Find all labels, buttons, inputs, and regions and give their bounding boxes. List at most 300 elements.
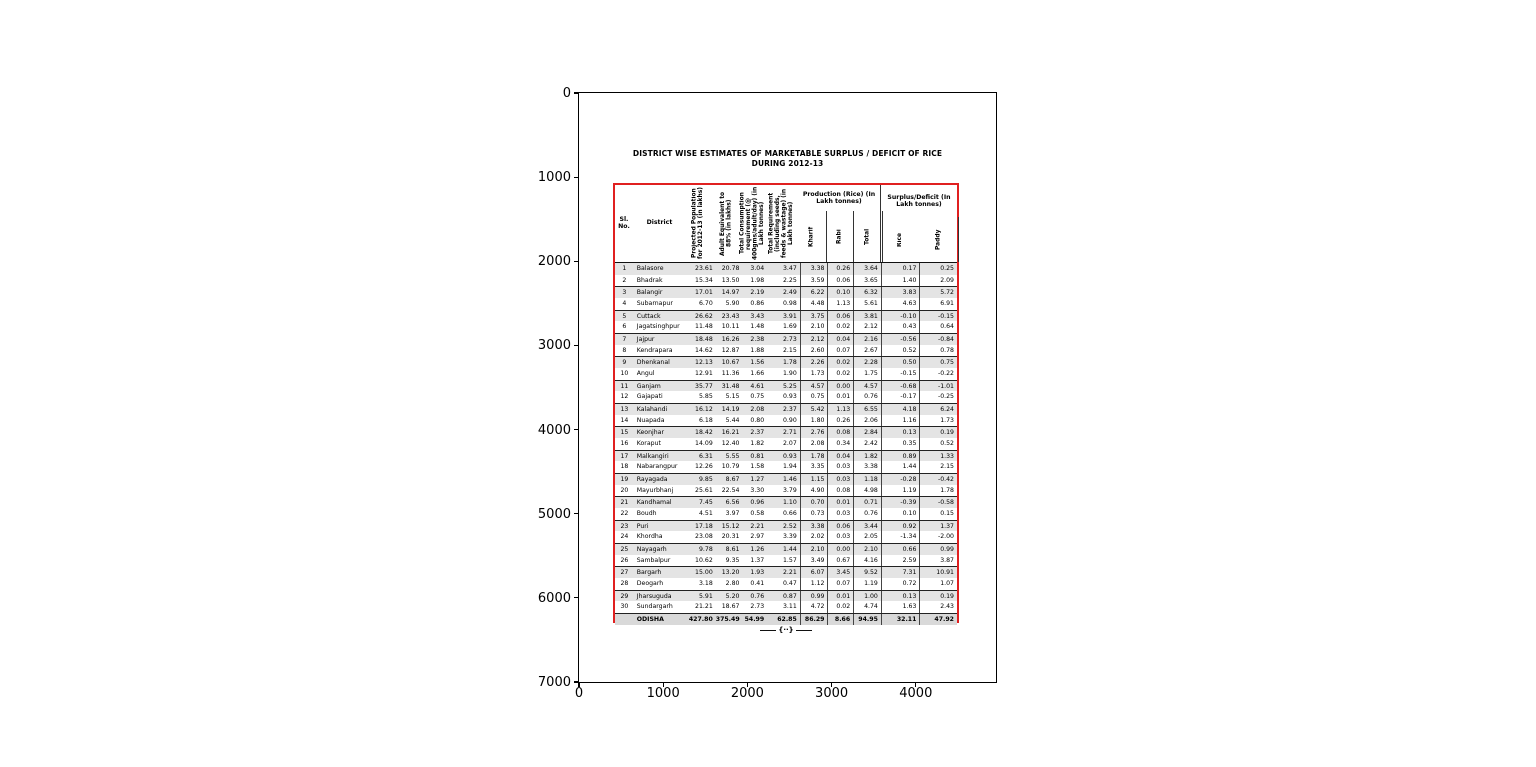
district-cell: Kalahandi [636, 406, 668, 414]
value-cell: 14.97 [721, 289, 740, 297]
value-cell: 2.16 [853, 334, 881, 345]
value-cell: 1.12 [800, 578, 828, 590]
value-cell [615, 614, 634, 625]
value-cell: 0.08 [827, 427, 853, 438]
value-cell: 2.21 [783, 569, 797, 577]
value-cell: 17.01 [695, 289, 713, 297]
value-cell: 1.78 [800, 451, 828, 462]
value-cell: 4.57 [853, 381, 881, 392]
value-cell: -0.39 [881, 497, 920, 508]
value-cell: 2.25 [783, 276, 797, 284]
table-body [615, 263, 957, 625]
value-cell: 0.99 [800, 591, 828, 602]
district-cell: Puri [636, 522, 649, 530]
value-cell: -0.10 [881, 311, 920, 322]
district-cell: Jagatsinghpur [636, 323, 680, 331]
table-row [615, 263, 957, 275]
value-cell: 35.77 [695, 382, 713, 390]
district-cell: Cuttack [636, 312, 661, 320]
value-cell: 0.26 [827, 415, 853, 427]
value-cell: 25.61 [695, 486, 713, 494]
y-tick-mark [574, 261, 579, 262]
value-cell: 1.80 [800, 415, 828, 427]
value-cell: 3.39 [783, 533, 797, 541]
value-cell: 5.90 [725, 300, 740, 308]
district-cell: ODISHA [636, 616, 664, 624]
value-cell: -2.00 [919, 531, 957, 543]
district-cell: Dhenkanal [636, 359, 670, 367]
value-cell: 1.78 [919, 485, 957, 497]
x-tick-label: 2000 [730, 686, 764, 701]
value-cell: 12.26 [695, 463, 713, 471]
y-tick-mark [574, 429, 579, 430]
value-cell: 29 [620, 592, 629, 600]
value-cell: 8.61 [725, 546, 740, 554]
value-cell: 1.73 [800, 368, 828, 380]
value-cell: 2.73 [750, 603, 765, 611]
value-cell: 0.35 [881, 438, 920, 450]
value-cell: 0.08 [827, 485, 853, 497]
value-cell: 0.00 [827, 544, 853, 555]
value-cell: 0.03 [827, 461, 853, 473]
value-cell: 7.31 [881, 567, 920, 578]
table-row [615, 310, 957, 322]
value-cell: 19 [620, 476, 629, 484]
value-cell: 3.81 [853, 311, 881, 322]
value-cell: 0.89 [881, 451, 920, 462]
value-cell: 0.07 [827, 578, 853, 590]
x-tick-label: 0 [574, 686, 584, 701]
table-title-line2: DURING 2012-13 [751, 159, 824, 168]
value-cell: 3.59 [800, 275, 828, 287]
value-cell: 23.43 [721, 312, 740, 320]
value-cell: 11.36 [721, 370, 740, 378]
value-cell: 1.78 [783, 359, 797, 367]
table-row [615, 345, 957, 357]
value-cell: 0.41 [750, 580, 765, 588]
value-cell: 1.10 [783, 499, 797, 507]
value-cell: 1.33 [919, 451, 957, 462]
value-cell: 9.78 [698, 546, 713, 554]
district-cell: Nuapada [636, 416, 665, 424]
value-cell: 375.49 [715, 616, 740, 624]
value-cell: 0.66 [783, 510, 797, 518]
value-cell: 18.42 [695, 429, 713, 437]
value-cell: 8.67 [725, 476, 740, 484]
value-cell: 20 [620, 486, 629, 494]
value-cell: 0.02 [827, 368, 853, 380]
value-cell: 7 [622, 336, 627, 344]
value-cell: 0.92 [881, 521, 920, 532]
value-cell: 11 [620, 382, 629, 390]
value-cell: 16.12 [695, 406, 713, 414]
value-cell: 0.64 [919, 321, 957, 333]
table-row [615, 391, 957, 403]
value-cell: 21 [620, 499, 629, 507]
value-cell: 2.73 [783, 336, 797, 344]
value-cell: 26 [620, 556, 629, 564]
value-cell: 5.25 [783, 382, 797, 390]
value-cell: 14.62 [695, 346, 713, 354]
value-cell: 0.76 [853, 508, 881, 520]
value-cell: 23 [620, 522, 629, 530]
value-cell: 0.15 [919, 508, 957, 520]
value-cell: 6.18 [698, 416, 713, 424]
value-cell: 25 [620, 546, 629, 554]
value-cell: 10.67 [721, 359, 740, 367]
value-cell: 0.13 [881, 427, 920, 438]
value-cell: 5.61 [853, 298, 881, 310]
value-cell: 0.06 [827, 311, 853, 322]
value-cell: 94.95 [853, 614, 881, 625]
value-cell: 2.02 [800, 531, 828, 543]
y-tick-mark [574, 597, 579, 598]
value-cell: 2.71 [783, 429, 797, 437]
value-cell: 1.15 [800, 474, 828, 485]
value-cell: 20.78 [721, 265, 740, 272]
table-row [615, 403, 957, 415]
value-cell: 17 [620, 452, 629, 460]
value-cell: 0.52 [919, 438, 957, 450]
value-cell: 8.66 [827, 614, 853, 625]
value-cell: 0.71 [853, 497, 881, 508]
value-cell: 0.72 [881, 578, 920, 590]
value-cell: 16.21 [721, 429, 740, 437]
value-cell: 0.75 [750, 393, 765, 401]
value-cell: -0.84 [919, 334, 957, 345]
value-cell: 0.25 [919, 263, 957, 275]
table-title [579, 149, 996, 169]
value-cell: 0.81 [750, 452, 765, 460]
value-cell: 0.96 [750, 499, 765, 507]
value-cell: 3.87 [919, 555, 957, 567]
value-cell: 0.87 [783, 592, 797, 600]
value-cell: 1.44 [783, 546, 797, 554]
value-cell: 2.15 [919, 461, 957, 473]
value-cell: 2.12 [853, 321, 881, 333]
value-cell: 0.10 [827, 287, 853, 298]
value-cell: 9.35 [725, 556, 740, 564]
value-cell: 2.52 [783, 522, 797, 530]
value-cell: 5.72 [919, 287, 957, 298]
district-cell: Khordha [636, 533, 663, 541]
value-cell: 4.57 [800, 381, 828, 392]
header-total-consumption: Total Consumption requirement (@ 400gms/adult/day) (in Lakh tonnes) [739, 186, 766, 261]
ornament-dash-left [760, 630, 776, 631]
value-cell: 18 [620, 463, 629, 471]
table-row [615, 356, 957, 368]
value-cell: 1.37 [750, 556, 765, 564]
value-cell: 6.70 [698, 300, 713, 308]
value-cell: 18.67 [721, 603, 740, 611]
district-cell: Bhadrak [636, 276, 663, 284]
value-cell: -0.17 [881, 391, 920, 403]
table-row [615, 368, 957, 380]
value-cell: 0.02 [827, 357, 853, 368]
value-cell: 23.08 [695, 533, 713, 541]
value-cell: 2.08 [800, 438, 828, 450]
value-cell: 2.67 [853, 345, 881, 357]
value-cell: 2.42 [853, 438, 881, 450]
value-cell: 1.90 [783, 370, 797, 378]
value-cell: 2.10 [853, 544, 881, 555]
header-district: District [646, 219, 673, 227]
value-cell: 1.37 [919, 521, 957, 532]
value-cell: 0.04 [827, 451, 853, 462]
value-cell: 2.26 [800, 357, 828, 368]
value-cell: 1.93 [750, 569, 765, 577]
value-cell: 5.85 [698, 393, 713, 401]
value-cell: 3.75 [800, 311, 828, 322]
value-cell: 3.38 [800, 263, 828, 275]
table-row [615, 380, 957, 392]
value-cell: 5.91 [698, 592, 713, 600]
value-cell: 30 [620, 603, 629, 611]
y-tick-label: 7000 [537, 675, 571, 690]
y-tick-mark [574, 345, 579, 346]
x-tick-label: 4000 [899, 686, 933, 701]
value-cell: 2.28 [853, 357, 881, 368]
value-cell: 18.48 [695, 336, 713, 344]
value-cell: 2.37 [783, 406, 797, 414]
table-row [615, 578, 957, 590]
value-cell: 4.63 [881, 298, 920, 310]
value-cell: 1.40 [881, 275, 920, 287]
value-cell: 0.26 [827, 263, 853, 275]
district-cell: Angul [636, 370, 655, 378]
value-cell: 0.75 [919, 357, 957, 368]
value-cell: 12 [620, 393, 629, 401]
value-cell: 5 [622, 312, 627, 320]
header-kharif: Kharif [798, 211, 827, 262]
value-cell: 0.02 [827, 601, 853, 613]
value-cell: 22.54 [721, 486, 740, 494]
header-paddy: Paddy [920, 217, 959, 262]
table-row [615, 473, 957, 485]
value-cell: 6.32 [853, 287, 881, 298]
value-cell: 2.84 [853, 427, 881, 438]
value-cell: 1.63 [881, 601, 920, 613]
value-cell: 0.90 [783, 416, 797, 424]
value-cell: 2.38 [750, 336, 765, 344]
value-cell: 6.56 [725, 499, 740, 507]
district-cell: Kendrapara [636, 346, 673, 354]
value-cell: -0.15 [881, 368, 920, 380]
district-cell: Subarnapur [636, 300, 673, 308]
value-cell: 2.08 [750, 406, 765, 414]
value-cell: 3.45 [827, 567, 853, 578]
district-cell: Malkangiri [636, 452, 669, 460]
value-cell: 0.19 [919, 427, 957, 438]
value-cell: 12.13 [695, 359, 713, 367]
value-cell: 0.03 [827, 531, 853, 543]
value-cell: -0.56 [881, 334, 920, 345]
value-cell: 1.19 [853, 578, 881, 590]
value-cell: 47.92 [919, 614, 957, 625]
value-cell: 1.57 [783, 556, 797, 564]
value-cell: 28 [620, 580, 629, 588]
table-row [615, 555, 957, 567]
value-cell: 2.10 [800, 544, 828, 555]
value-cell: 4.98 [853, 485, 881, 497]
value-cell: 3.97 [725, 510, 740, 518]
district-cell: Jajpur [636, 336, 655, 344]
value-cell: 0.93 [783, 452, 797, 460]
header-production-label: Production (Rice) (In Lakh tonnes) [802, 191, 876, 205]
value-cell: 3 [622, 289, 627, 297]
y-tick-label: 2000 [537, 254, 571, 270]
value-cell: 2.12 [800, 334, 828, 345]
value-cell: 3.47 [783, 265, 797, 272]
value-cell: 12.40 [721, 440, 740, 448]
value-cell: 16 [620, 440, 629, 448]
value-cell: 3.49 [800, 555, 828, 567]
value-cell: 4.61 [750, 382, 765, 390]
table-row [615, 286, 957, 298]
district-cell: Koraput [636, 440, 661, 448]
value-cell: 15.34 [695, 276, 713, 284]
value-cell: 1.75 [853, 368, 881, 380]
value-cell: 3.18 [698, 580, 713, 588]
value-cell: 0.19 [919, 591, 957, 602]
table-row [615, 321, 957, 333]
district-cell: Rayagada [636, 476, 668, 484]
value-cell: 3.83 [881, 287, 920, 298]
table-row [615, 590, 957, 602]
value-cell: 3.38 [853, 461, 881, 473]
value-cell: 0.86 [750, 300, 765, 308]
value-cell: 0.01 [827, 497, 853, 508]
value-cell: -0.42 [919, 474, 957, 485]
value-cell: 2 [622, 276, 627, 284]
table-row [615, 601, 957, 613]
value-cell: 1.18 [853, 474, 881, 485]
district-cell: Bargarh [636, 569, 662, 577]
value-cell: 1.07 [919, 578, 957, 590]
x-tick-label: 3000 [815, 686, 849, 701]
value-cell: 6.91 [919, 298, 957, 310]
value-cell: 1.56 [750, 359, 765, 367]
table-row [615, 543, 957, 555]
value-cell: 1.98 [750, 276, 765, 284]
value-cell: 0.13 [881, 591, 920, 602]
value-cell: 2.43 [919, 601, 957, 613]
value-cell: 0.75 [800, 391, 828, 403]
value-cell: 2.76 [800, 427, 828, 438]
district-cell: Jharsuguda [636, 592, 672, 600]
value-cell: 1.26 [750, 546, 765, 554]
value-cell: 1.27 [750, 476, 765, 484]
value-cell: -0.15 [919, 311, 957, 322]
value-cell: 13.20 [721, 569, 740, 577]
table-title-line1: DISTRICT WISE ESTIMATES OF MARKETABLE SURPLUS / DEFICIT OF RICE [632, 149, 943, 158]
table-total-row [615, 613, 957, 625]
value-cell: 2.97 [750, 533, 765, 541]
value-cell: 1.82 [750, 440, 765, 448]
value-cell: 0.99 [919, 544, 957, 555]
value-cell: 1.69 [783, 323, 797, 331]
value-cell: 6.24 [919, 404, 957, 415]
value-cell: 3.79 [783, 486, 797, 494]
table-row [615, 520, 957, 532]
value-cell: 2.59 [881, 555, 920, 567]
value-cell: 1.94 [783, 463, 797, 471]
value-cell: 10 [620, 370, 629, 378]
y-tick-label: 1000 [537, 170, 571, 186]
value-cell: 14.09 [695, 440, 713, 448]
value-cell: 1.19 [881, 485, 920, 497]
value-cell: -0.58 [919, 497, 957, 508]
value-cell: 6.22 [800, 287, 828, 298]
value-cell: 4.18 [881, 404, 920, 415]
y-tick-label: 3000 [537, 338, 571, 354]
header-adult-equivalent: Adult Equivalent to 88% (in lakhs) [719, 191, 733, 256]
header-surplus-label: Surplus/Deficit (In Lakh tonnes) [887, 194, 951, 208]
value-cell: 2.07 [783, 440, 797, 448]
value-cell: 427.80 [688, 616, 713, 624]
value-cell: 4.90 [800, 485, 828, 497]
value-cell: 0.76 [750, 592, 765, 600]
value-cell: 1.66 [750, 370, 765, 378]
value-cell: 1.48 [750, 323, 765, 331]
value-cell: 31.48 [721, 382, 740, 390]
y-tick-label: 4000 [537, 422, 571, 438]
value-cell: -0.25 [919, 391, 957, 403]
value-cell: 24 [620, 533, 629, 541]
value-cell: 0.70 [800, 497, 828, 508]
district-cell: Sundargarh [636, 603, 673, 611]
value-cell: 0.52 [881, 345, 920, 357]
value-cell: 5.55 [725, 452, 740, 460]
value-cell: 2.80 [725, 580, 740, 588]
header-production-group [798, 185, 880, 262]
value-cell: 9.52 [853, 567, 881, 578]
value-cell: 0.03 [827, 474, 853, 485]
district-cell: Kandhamal [636, 499, 672, 507]
value-cell: 1.44 [881, 461, 920, 473]
district-cell: Nabarangpur [636, 463, 678, 471]
value-cell: 10.62 [695, 556, 713, 564]
district-cell: Keonjhar [636, 429, 664, 437]
table-row [615, 438, 957, 450]
value-cell: 3.11 [783, 603, 797, 611]
district-cell: Boudh [636, 510, 657, 518]
value-cell: 4.16 [853, 555, 881, 567]
value-cell: -0.28 [881, 474, 920, 485]
value-cell: 0.80 [750, 416, 765, 424]
y-tick-mark [574, 513, 579, 514]
value-cell: 1.13 [827, 404, 853, 415]
value-cell: 1.88 [750, 346, 765, 354]
value-cell: 23.61 [695, 265, 713, 272]
surplus-deficit-table [613, 183, 959, 623]
y-tick-label: 6000 [537, 590, 571, 606]
value-cell: 11.48 [695, 323, 713, 331]
table-row [615, 450, 957, 462]
table-row [615, 485, 957, 497]
plot-axes [537, 86, 997, 701]
table-row [615, 298, 957, 310]
value-cell: 0.98 [783, 300, 797, 308]
value-cell: 3.91 [783, 312, 797, 320]
value-cell: 0.78 [919, 345, 957, 357]
value-cell: 14.19 [721, 406, 740, 414]
value-cell: 0.43 [881, 321, 920, 333]
value-cell: 2.10 [800, 321, 828, 333]
value-cell: 0.50 [881, 357, 920, 368]
value-cell: 0.01 [827, 391, 853, 403]
value-cell: 3.44 [853, 521, 881, 532]
